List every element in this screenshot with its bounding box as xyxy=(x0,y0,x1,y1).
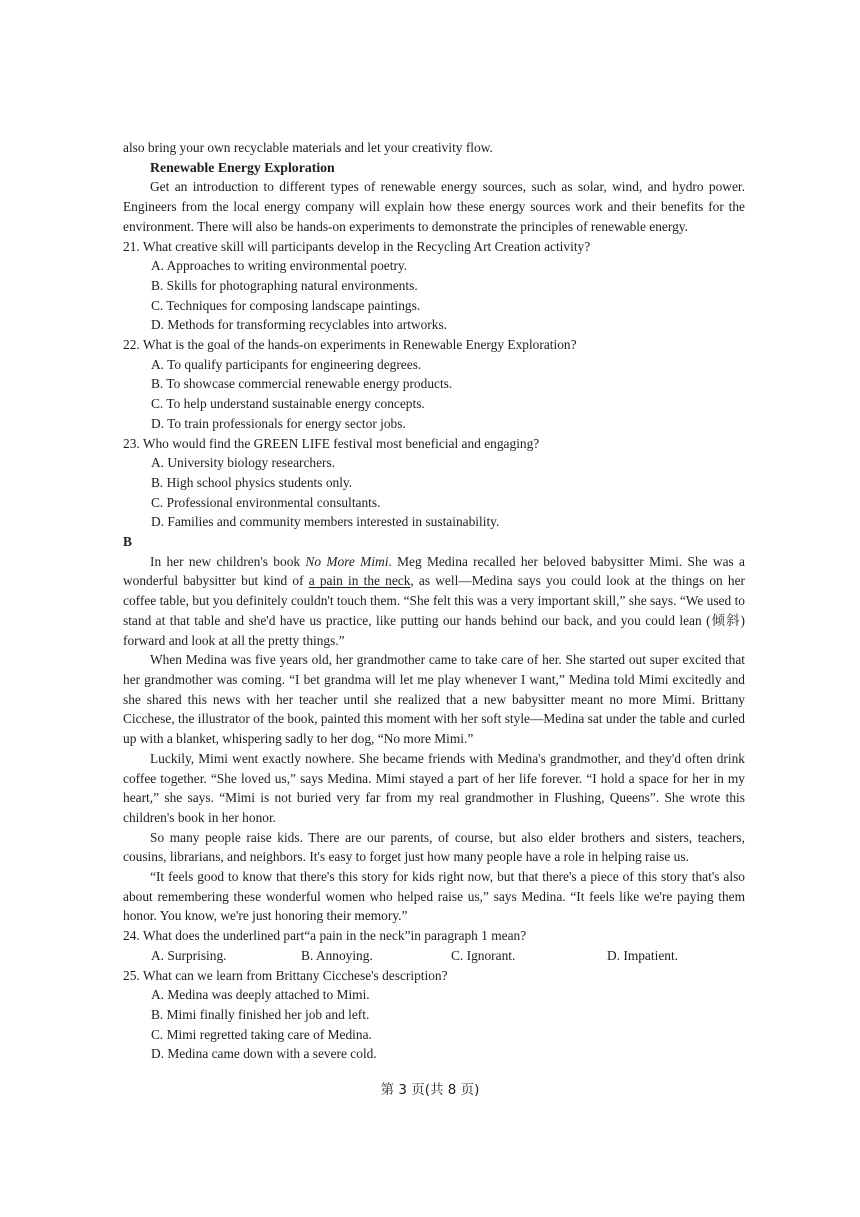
option-b: B. To showcase commercial renewable energy products. xyxy=(151,376,453,392)
passage-b-paragraph-1 xyxy=(123,552,745,651)
question-stem: 23. Who would find the GREEN LIFE festival most beneficial and engaging? xyxy=(123,435,540,451)
option-d: D. To train professionals for energy sector jobs. xyxy=(151,415,406,431)
option-a: A. Approaches to writing environmental poetry. xyxy=(151,258,408,274)
passage-b-paragraph-3: Luckily, Mimi went exactly nowhere. She became friends with Medina's grandmother, and they'd often drink coffee together. “She loved us,” says Medina. Mimi stayed a part of her life forever. “I hold a space for her in my heart,” she says. “Mimi is not buried very far from my real grandmother in Flushing, Queens”. She wrote this children's book in her honor. xyxy=(123,750,745,825)
option-b: B. Mimi finally finished her job and left. xyxy=(151,1006,370,1022)
option-c: C. Professional environmental consultants. xyxy=(151,494,381,510)
option-c: C. Ignorant. xyxy=(451,947,516,963)
option-b: B. Skills for photographing natural environments. xyxy=(151,277,418,293)
option-a: A. Surprising. xyxy=(151,947,227,963)
text-run: In her new children's book xyxy=(150,553,306,569)
text-run: . Meg Medina recalled her beloved babysitter Mimi. She was a wonderful babysitter but kind of xyxy=(123,553,745,589)
continued-text-line: also bring your own recyclable materials and let your creativity flow. xyxy=(123,140,493,155)
question-stem: 25. What can we learn from Brittany Cicchese's description? xyxy=(123,967,448,983)
book-title: No More Mimi xyxy=(305,553,389,569)
passage-b-paragraph-4: So many people raise kids. There are our parents, of course, but also elder brothers and sisters, teachers, cousins, librarians, and neighbors. It's easy to forget just how many people have a role in helping raise us. xyxy=(123,829,745,865)
text-run: , as well—Medina says you could look at the things on her coffee table, but you definitely couldn't touch them. “She felt this was a very important skill,” she says. “We used to stand at that table and she'd have us practice, like putting our hands behind our back, and you could lean (倾斜) forward and look at all the pretty things.” xyxy=(123,573,745,648)
option-d: D. Families and community members interested in sustainability. xyxy=(151,514,500,530)
passage-b-paragraph-5: “It feels good to know that there's this story for kids right now, but that there's a piece of this story that's also about remembering these wonderful women who helped raise us,” says Medina. “It feels like we're paying them honor. You know, we're just honoring their memory.” xyxy=(123,869,745,924)
question-23 xyxy=(123,434,745,533)
page-number-footer: 第 3 页(共 8 页) xyxy=(380,1082,480,1098)
option-a: A. To qualify participants for engineering degrees. xyxy=(151,356,422,372)
option-c: C. Techniques for composing landscape paintings. xyxy=(151,297,421,313)
option-d: D. Medina came down with a severe cold. xyxy=(151,1046,377,1062)
option-d: D. Methods for transforming recyclables into artworks. xyxy=(151,317,448,333)
question-stem: 24. What does the underlined part“a pain in the neck”in paragraph 1 mean? xyxy=(123,928,527,944)
option-b: B. High school physics students only. xyxy=(151,474,353,490)
question-21 xyxy=(123,237,745,336)
question-24 xyxy=(123,926,745,965)
option-a: A. Medina was deeply attached to Mimi. xyxy=(151,987,370,1003)
page-content xyxy=(123,138,745,1064)
section-heading-renewable: Renewable Energy Exploration xyxy=(150,159,335,175)
question-stem: 22. What is the goal of the hands-on experiments in Renewable Energy Exploration? xyxy=(123,337,577,353)
question-25 xyxy=(123,966,745,1065)
question-22 xyxy=(123,335,745,434)
option-c: C. Mimi regretted taking care of Medina. xyxy=(151,1026,372,1042)
passage-b-paragraph-2: When Medina was five years old, her grandmother came to take care of her. She started out super excited that her grandmother was coming. “I bet grandma will let me play whenever I want,” Medina told Mimi excitedly and she shared this news with her teacher until she realized that a new babysitter meant no more Mimi. Brittany Cicchese, the illustrator of the book, painted this moment with her soft style—Medina sat under the table and curled up with a blanket, whispering sadly to her dog, “No more Mimi.” xyxy=(123,652,745,747)
option-b: B. Annoying. xyxy=(301,947,373,963)
option-a: A. University biology researchers. xyxy=(151,455,336,471)
underlined-phrase: a pain in the neck xyxy=(308,573,411,589)
section-label-b: B xyxy=(123,534,132,550)
question-stem: 21. What creative skill will participants develop in the Recycling Art Creation activity? xyxy=(123,238,591,254)
option-c: C. To help understand sustainable energy concepts. xyxy=(151,396,425,412)
renewable-paragraph: Get an introduction to different types of renewable energy sources, such as solar, wind, and hydro power. Engineers from the local energy company will explain how these energy sources work and their benefits for the environment. There will also be hands-on experiments to demonstrate the principles of renewable energy. xyxy=(123,179,745,234)
options-row xyxy=(123,946,745,966)
option-d: D. Impatient. xyxy=(607,947,679,963)
